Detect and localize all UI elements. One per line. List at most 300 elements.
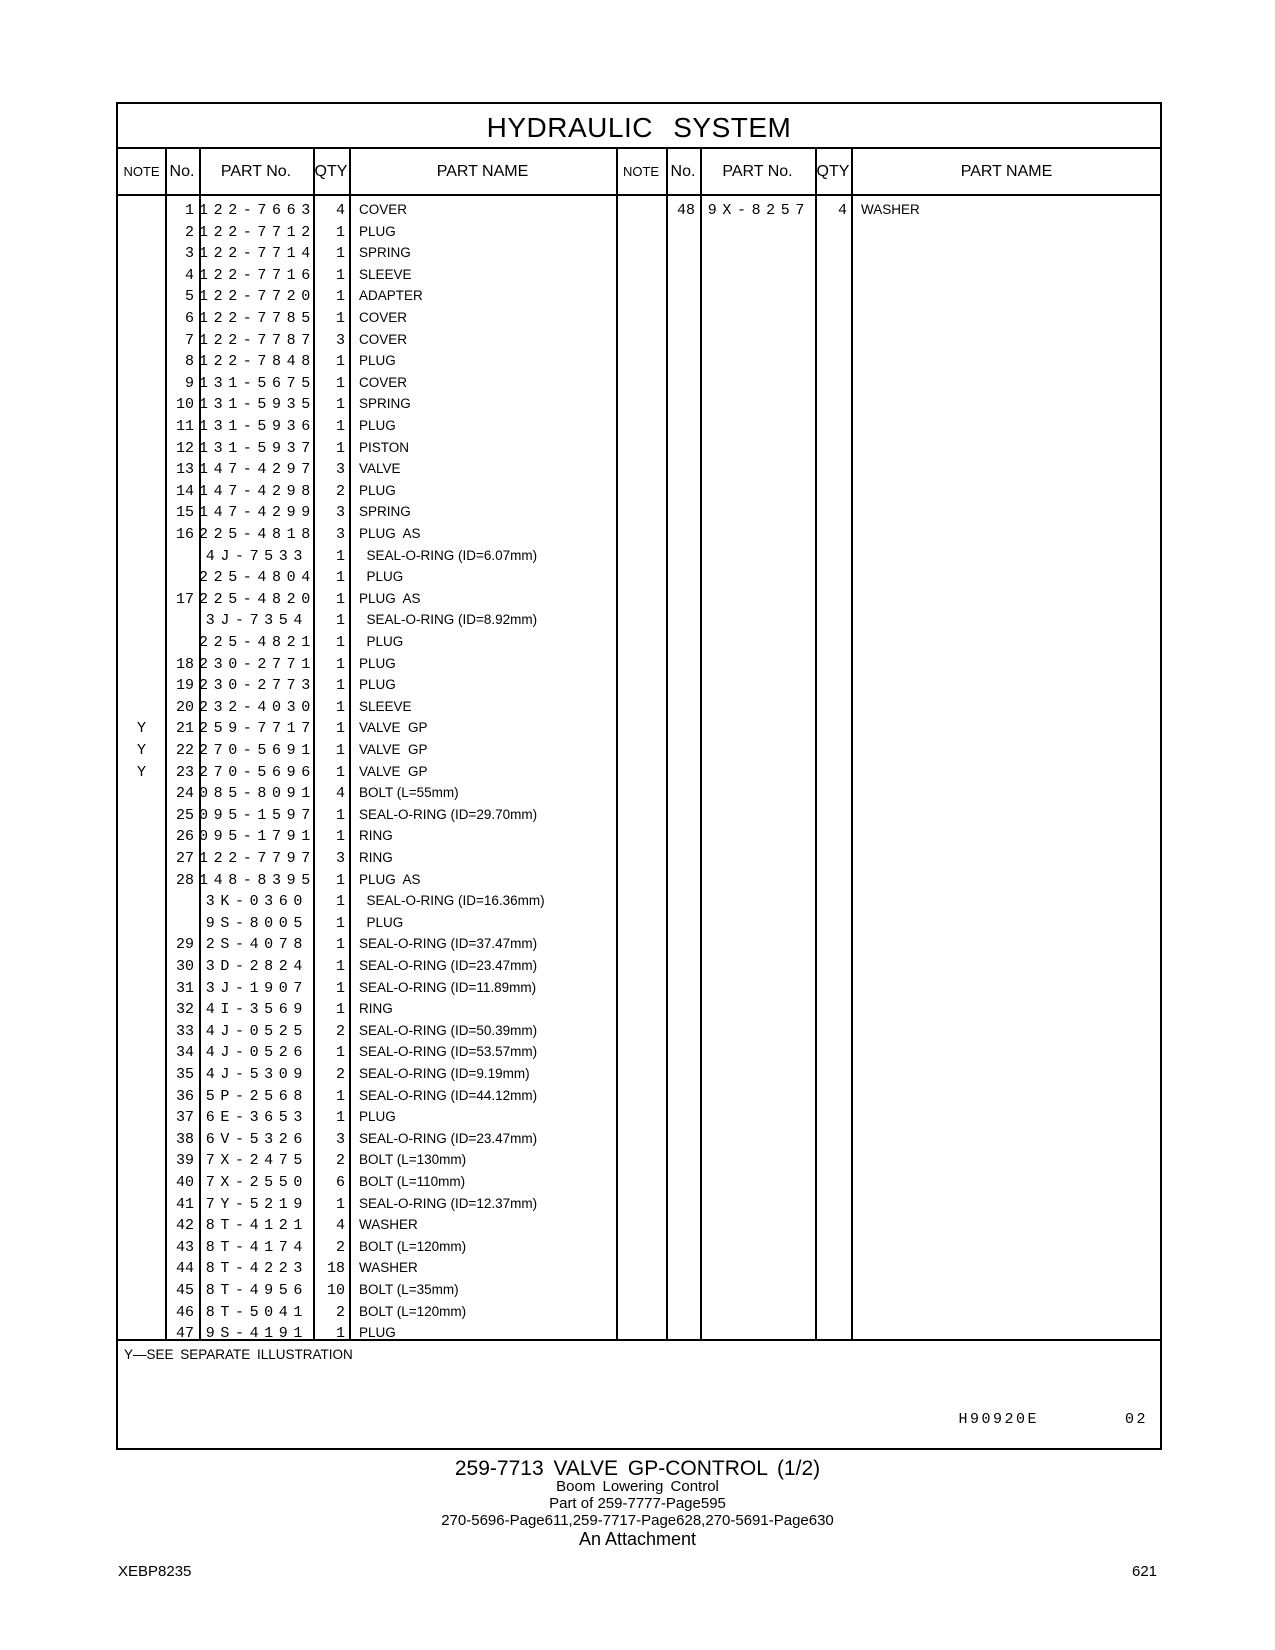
row-qty: 1 [335,245,345,263]
row-part-number: 095-1597 [199,806,316,824]
row-qty: 2 [335,482,345,500]
row-note [118,394,165,416]
table-row [118,1323,1160,1345]
table-row [118,589,1160,611]
row-number: 27 [175,850,194,867]
row-part-name: PLUG [359,634,404,649]
row-number: 15 [175,504,194,522]
footer-divider [118,1339,1160,1341]
row-note [118,1237,165,1259]
table-row [118,913,1160,935]
row-part-name: SEAL-O-RING (ID=12.37mm) [359,1195,538,1211]
row-part-name: BOLT (L=130mm) [359,1152,467,1168]
row-part-name: SEAL-O-RING (ID=44.12mm) [359,1087,538,1103]
table-row [118,1215,1160,1237]
row-part-name: SEAL-O-RING (ID=37.47mm) [359,936,538,952]
row-note [118,243,165,265]
row-part-name: SEAL-O-RING (ID=16.36mm) [359,893,545,909]
table-row [118,481,1160,503]
row-part-number: 4I-3569 [205,1001,308,1019]
row-note [118,891,165,913]
row-note [118,1042,165,1064]
row-number [165,913,194,935]
row-part-name: RING [359,850,393,865]
row-note [118,567,165,589]
row-number: 2 [184,223,194,241]
row-part-name: PLUG [359,223,396,239]
row-part-name: BOLT (L=55mm) [359,785,459,801]
row-part-number: 4J-0525 [205,1022,308,1040]
row-part-name: PLUG [359,418,396,433]
table-row [118,610,1160,632]
row-qty: 1 [335,569,345,587]
caption-title: 259-7713 VALVE GP-CONTROL (1/2) [454,1457,821,1480]
row-qty: 1 [335,396,345,414]
row-part-name: SLEEVE [359,698,412,714]
row-qty: 1 [335,742,345,759]
table-row [118,373,1160,395]
row-qty: 1 [335,590,345,608]
table-row [118,762,1160,784]
row-number: 7 [184,331,194,349]
row-part-number: 147-4299 [199,504,316,522]
row-part-name: PLUG [359,482,396,498]
row-part-name: SEAL-O-RING (ID=50.39mm) [359,1022,538,1038]
row-number: 18 [175,655,194,673]
caption-part-of: Part of 259-7777-Page595 [549,1495,726,1512]
row-qty: 2 [335,1152,345,1170]
row-number: 1 [184,202,194,219]
table-row [118,697,1160,719]
header-part-name-right: PART NAME [960,163,1053,180]
row-note [118,308,165,330]
row-part-number: 3J-1907 [205,979,308,997]
row-number: 23 [175,763,194,781]
row-part-number: 9X-8257 [707,202,810,219]
row-note [118,697,165,719]
row-part-name: SPRING [359,245,411,261]
row-part-number: 8T-4956 [205,1282,308,1299]
row-part-number: 122-7787 [199,331,316,349]
row-part-number: 3D-2824 [205,958,308,975]
row-part-number: 259-7717 [199,720,316,738]
row-note [118,459,165,481]
row-number: 9 [184,374,194,392]
row-part-name: BOLT (L=120mm) [359,1303,467,1319]
table-row [118,416,1160,438]
row-part-number: 122-7848 [199,353,316,371]
table-row [118,1129,1160,1151]
row-qty: 3 [335,850,345,867]
row-part-name: SEAL-O-RING (ID=53.57mm) [359,1044,538,1060]
row-number: 30 [175,958,194,975]
row-part-name: SEAL-O-RING (ID=23.47mm) [359,958,538,973]
row-part-number: 6V-5326 [205,1130,308,1148]
row-number: 48 [676,202,695,219]
table-row [118,200,1160,222]
row-qty: 1 [335,223,345,241]
table-row [118,1107,1160,1129]
row-part-number: 148-8395 [199,871,316,889]
row-qty: 1 [335,1044,345,1062]
row-qty: 1 [335,1087,345,1105]
table-row [118,978,1160,1000]
row-note [118,848,165,870]
row-note [118,481,165,503]
header-no-left: No. [169,163,195,180]
row-number: 43 [175,1238,194,1256]
row-part-name: PLUG [359,353,396,369]
row-number: 47 [175,1325,194,1343]
row-number: 29 [175,936,194,954]
row-number: 46 [175,1303,194,1321]
row-qty: 1 [335,266,345,284]
row-part-name: SEAL-O-RING (ID=23.47mm) [359,1130,538,1146]
row-qty: 1 [335,439,345,457]
row-number: 13 [175,461,194,479]
row-number: 32 [175,1001,194,1019]
table-row [118,567,1160,589]
row-qty: 1 [335,374,345,392]
row-number: 40 [175,1174,194,1191]
row-qty: 1 [335,936,345,954]
row-qty: 1 [335,1325,345,1343]
row-qty: 18 [326,1260,345,1278]
row-number: 24 [175,785,194,803]
row-number: 17 [175,590,194,608]
row-part-name: COVER [359,202,408,217]
row-note [118,502,165,524]
illustration-code: H90920E 02 [958,1411,1148,1428]
row-qty: 2 [335,1022,345,1040]
row-part-name: ADAPTER [359,288,423,304]
row-note [118,913,165,935]
table-row [118,308,1160,330]
row-part-number: 225-4818 [199,526,316,543]
row-number: 35 [175,1066,194,1083]
row-part-name: PLUG [359,1109,396,1125]
document-id: XEBP8235 [118,1563,192,1580]
row-part-number: 147-4297 [199,461,316,479]
row-part-name: SEAL-O-RING (ID=8.92mm) [359,612,538,628]
row-note [118,675,165,697]
table-row [118,1021,1160,1043]
row-part-number: 8T-4121 [205,1217,308,1235]
row-part-number: 6E-3653 [205,1109,308,1127]
row-part-number: 2S-4078 [205,936,308,954]
row-part-name: WASHER [359,1260,418,1276]
row-part-number: 7X-2550 [205,1174,308,1191]
row-note [118,978,165,1000]
row-note [118,1150,165,1172]
table-row [118,632,1160,654]
row-part-number: 3J-7354 [205,612,308,630]
row-qty: 3 [335,461,345,479]
row-qty: 1 [335,1109,345,1127]
row-note: Y [136,742,146,759]
row-part-name: PISTON [359,439,410,455]
row-qty: 3 [335,526,345,543]
row-number: 38 [175,1130,194,1148]
row-qty: 4 [335,202,345,219]
row-number: 39 [175,1152,194,1170]
row-note [118,1172,165,1194]
row-qty: 4 [837,202,847,219]
row-number [165,610,194,632]
table-row [118,891,1160,913]
table-row [118,1064,1160,1086]
row-part-number: 4J-5309 [205,1066,308,1083]
row-qty: 4 [335,1217,345,1235]
row-part-number: 5P-2568 [205,1087,308,1105]
row-number: 14 [175,482,194,500]
row-qty: 1 [335,806,345,824]
row-note [118,956,165,978]
row-number: 33 [175,1022,194,1040]
row-part-number: 232-4030 [199,698,316,716]
row-part-number: 8T-4174 [205,1238,308,1256]
caption-attachment: An Attachment [578,1529,697,1549]
header-note-left: NOTE [123,164,160,179]
row-qty: 1 [335,677,345,695]
row-note [118,1107,165,1129]
row-qty: 1 [335,720,345,738]
header-qty-right: QTY [816,163,850,180]
row-qty: 1 [335,634,345,651]
table-row [118,999,1160,1021]
row-part-number: 085-8091 [199,785,316,803]
row-part-name: PLUG [359,677,396,693]
row-part-name: PLUG AS [359,590,421,606]
header-note-right: NOTE [622,164,660,179]
row-number: 26 [175,828,194,846]
table-row [118,330,1160,352]
row-note [118,1323,165,1345]
row-number: 20 [175,698,194,716]
row-part-number: 8T-4223 [205,1260,308,1278]
row-number: 5 [184,288,194,306]
row-part-name: SLEEVE [359,266,412,282]
table-row [118,654,1160,676]
row-note [118,1280,165,1302]
table-row [118,718,1160,740]
row-qty: 3 [335,1130,345,1148]
table-row [118,1280,1160,1302]
row-note [118,1194,165,1216]
row-number: 37 [175,1109,194,1127]
section-title: HYDRAULIC SYSTEM [118,104,1160,149]
row-number: 36 [175,1087,194,1105]
caption-references: 270-5696-Page611,259-7717-Page628,270-5691-Page630 [441,1512,834,1529]
row-part-number: 147-4298 [199,482,316,500]
row-part-name: SEAL-O-RING (ID=29.70mm) [359,806,538,822]
row-number: 42 [175,1217,194,1235]
row-note [118,286,165,308]
row-part-number: 122-7797 [199,850,316,867]
row-note [118,524,165,546]
row-part-number: 131-5937 [199,439,316,457]
table-row [118,459,1160,481]
table-row [118,783,1160,805]
header-part-name-left: PART NAME [436,163,529,180]
header-qty-left: QTY [314,163,348,180]
row-note [118,870,165,892]
row-note [118,805,165,827]
row-qty: 1 [335,1195,345,1213]
table-row [118,1258,1160,1280]
table-row [118,1042,1160,1064]
header-part-no-right: PART No. [722,163,793,180]
row-part-number: 4J-0526 [205,1044,308,1062]
row-number: 28 [175,871,194,889]
table-row [118,524,1160,546]
row-part-number: 122-7720 [199,288,316,306]
row-number: 34 [175,1044,194,1062]
header-part-no-left: PART No. [220,163,292,180]
table-row [118,265,1160,287]
row-qty: 3 [335,331,345,349]
row-qty: 10 [326,1282,345,1299]
row-part-name: SEAL-O-RING (ID=11.89mm) [359,979,537,995]
table-row [118,394,1160,416]
row-part-name: BOLT (L=35mm) [359,1282,459,1297]
row-qty: 1 [335,914,345,932]
table-row [118,1302,1160,1324]
table-row [118,1194,1160,1216]
page-number: 621 [1132,1563,1158,1580]
row-qty: 1 [335,547,345,565]
row-part-name: VALVE GP [359,763,428,779]
row-qty: 1 [335,871,345,889]
table-row [118,1150,1160,1172]
row-number [165,546,194,568]
table-row [118,934,1160,956]
row-qty: 1 [335,828,345,846]
table-row [118,740,1160,762]
row-note [118,1129,165,1151]
row-part-name: RING [359,1001,393,1017]
table-header [118,149,1160,196]
row-number [165,891,194,913]
row-qty: 1 [335,979,345,997]
row-number: 41 [175,1195,194,1213]
row-number: 21 [175,720,194,738]
row-qty: 1 [335,310,345,327]
row-part-name: PLUG [359,655,396,671]
row-part-name: PLUG AS [359,871,421,887]
row-qty: 3 [335,504,345,522]
row-note [616,200,666,222]
row-note [118,1064,165,1086]
row-number: 16 [175,526,194,543]
row-qty: 4 [335,785,345,803]
row-part-number: 225-4821 [199,634,316,651]
row-part-name: PLUG [359,1325,396,1341]
row-part-number: 4J-7533 [205,547,308,565]
row-part-name: SPRING [359,396,411,412]
row-part-number: 7X-2475 [205,1152,308,1170]
table-row [118,956,1160,978]
row-note [118,632,165,654]
row-part-number: 270-5691 [199,742,316,759]
row-number: 25 [175,806,194,824]
row-part-number: 230-2771 [199,655,316,673]
row-part-number: 122-7712 [199,223,316,241]
row-number: 10 [175,396,194,414]
table-row [118,243,1160,265]
row-part-number: 230-2773 [199,677,316,695]
row-part-name: COVER [359,374,408,390]
row-part-name: VALVE GP [359,720,428,736]
row-note [118,1086,165,1108]
table-row [118,286,1160,308]
row-number: 6 [184,310,194,327]
row-note [118,222,165,244]
row-number: 8 [184,353,194,371]
row-qty: 1 [335,288,345,306]
table-row [118,1086,1160,1108]
row-qty: 2 [335,1238,345,1256]
row-note [118,1302,165,1324]
row-note [118,330,165,352]
table-row [118,848,1160,870]
row-number [165,632,194,654]
table-row [118,826,1160,848]
row-part-number: 122-7716 [199,266,316,284]
row-qty: 6 [335,1174,345,1191]
row-qty: 1 [335,612,345,630]
table-row [118,351,1160,373]
row-part-number: 131-5935 [199,396,316,414]
row-note [118,999,165,1021]
row-number: 45 [175,1282,194,1299]
row-note [118,934,165,956]
table-row [118,1237,1160,1259]
row-part-number: 270-5696 [199,763,316,781]
parts-table-frame [116,102,1162,1450]
row-part-name: PLUG [359,569,404,585]
row-part-name: BOLT (L=120mm) [359,1238,467,1254]
row-note [118,546,165,568]
row-part-number: 095-1791 [199,828,316,846]
row-qty: 1 [335,763,345,781]
row-part-name: VALVE [359,461,401,477]
row-part-number: 3K-0360 [205,893,308,911]
row-part-name: SPRING [359,504,411,520]
row-part-number: 225-4804 [199,569,316,587]
table-row [118,675,1160,697]
row-note [118,1258,165,1280]
row-part-name: RING [359,828,393,844]
row-part-number: 8T-5041 [205,1303,308,1321]
row-note [118,416,165,438]
note-legend: Y—SEE SEPARATE ILLUSTRATION [124,1347,353,1362]
row-note [118,783,165,805]
row-qty: 2 [335,1066,345,1083]
table-row [118,438,1160,460]
table-row [118,502,1160,524]
row-part-number: 122-7785 [199,310,316,327]
row-note [118,1215,165,1237]
row-note: Y [136,763,146,781]
header-no-right: No. [670,163,696,180]
row-part-number: 7Y-5219 [205,1195,308,1213]
row-part-name: PLUG [359,914,404,930]
row-part-name: BOLT (L=110mm) [359,1174,466,1189]
row-qty: 1 [335,893,345,911]
row-part-name: WASHER [861,202,920,217]
row-note: Y [136,720,146,738]
